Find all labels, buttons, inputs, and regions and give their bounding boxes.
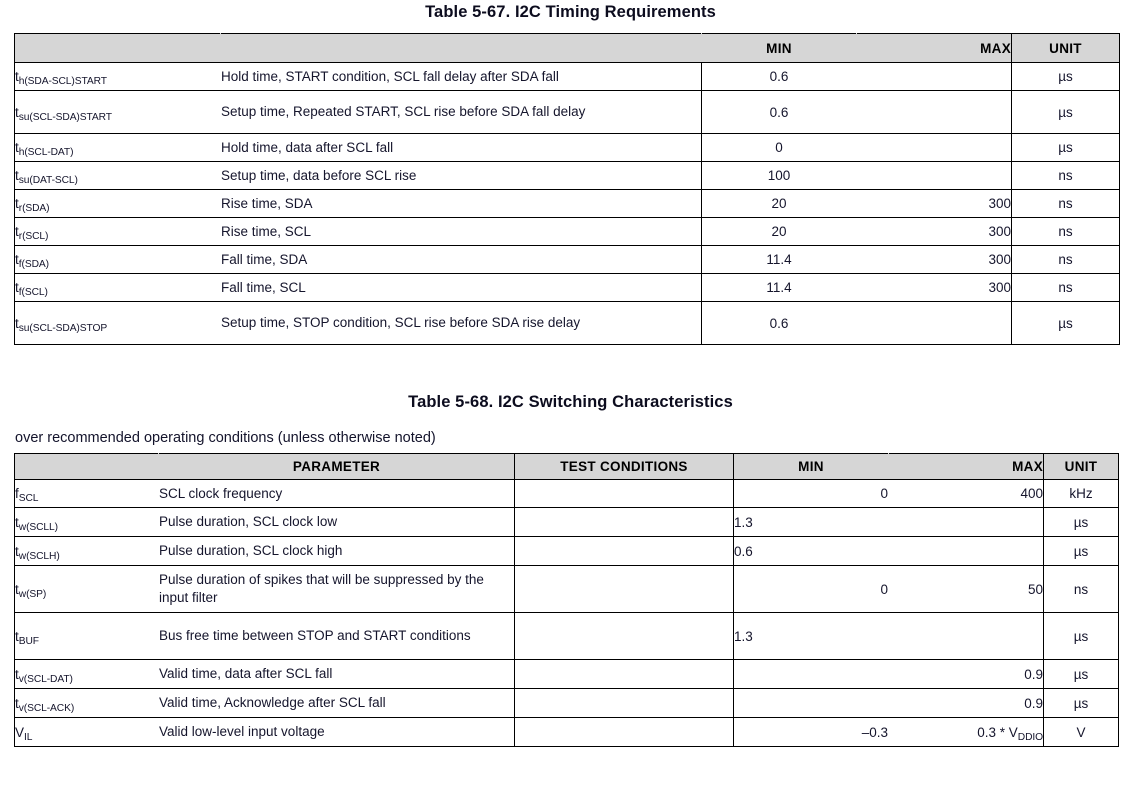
row-unit: µs	[1012, 302, 1120, 345]
row-description: Hold time, START condition, SCL fall delay after SDA fall	[221, 63, 702, 91]
row-symbol	[15, 566, 159, 613]
symbol-subscript: f(SDA)	[18, 259, 49, 271]
row-min-value	[734, 660, 889, 689]
column-header-test-conditions: TEST CONDITIONS	[515, 454, 734, 480]
column-header-parameter-left	[15, 454, 159, 480]
symbol-subscript: r(SDA)	[18, 203, 50, 215]
row-test-conditions	[515, 718, 734, 747]
row-description: Fall time, SDA	[221, 246, 702, 274]
row-unit: µs	[1012, 134, 1120, 162]
row-description: Setup time, data before SCL rise	[221, 162, 702, 190]
row-min-value: 0.6	[734, 537, 889, 566]
table-row	[15, 660, 1119, 689]
symbol-subscript: w(SCLH)	[18, 550, 60, 562]
row-unit: V	[1044, 718, 1119, 747]
symbol-subscript: v(SCL-DAT)	[18, 673, 73, 685]
table-row	[15, 162, 1120, 190]
table-5-67-title: Table 5-67. I2C Timing Requirements	[425, 3, 716, 21]
row-description: Bus free time between STOP and START conditions	[159, 613, 515, 660]
row-unit: ns	[1012, 162, 1120, 190]
row-min-value: 20	[702, 218, 857, 246]
row-unit: ns	[1012, 190, 1120, 218]
row-max-value: 0.9	[889, 689, 1044, 718]
symbol-subscript: su(DAT-SCL)	[18, 175, 78, 187]
column-header-unit: UNIT	[1012, 34, 1120, 63]
row-description: Fall time, SCL	[221, 274, 702, 302]
row-test-conditions	[515, 537, 734, 566]
row-max-value	[857, 162, 1012, 190]
row-test-conditions	[515, 613, 734, 660]
table-5-68-title: Table 5-68. I2C Switching Characteristics	[408, 393, 733, 411]
row-unit: ns	[1012, 274, 1120, 302]
row-symbol	[15, 63, 221, 91]
row-min-value: 1.3	[734, 508, 889, 537]
symbol-subscript: w(SCLL)	[18, 521, 58, 533]
column-header-max: MAX	[857, 34, 1012, 63]
row-min-value: 0.6	[702, 302, 857, 345]
row-symbol	[15, 218, 221, 246]
symbol-base: t	[15, 104, 19, 120]
row-min-value: 0	[734, 566, 889, 613]
row-description: SCL clock frequency	[159, 480, 515, 508]
row-description: Setup time, STOP condition, SCL rise before SDA rise delay	[221, 302, 702, 345]
symbol-subscript: h(SDA-SCL)START	[18, 76, 107, 88]
page-clip	[0, 750, 1141, 790]
symbol-subscript: r(SCL)	[18, 231, 49, 243]
table-5-68	[14, 453, 1119, 747]
row-test-conditions	[515, 566, 734, 613]
row-unit: µs	[1012, 63, 1120, 91]
row-min-value: 0.6	[702, 91, 857, 134]
table-row	[15, 134, 1120, 162]
row-symbol	[15, 246, 221, 274]
row-symbol	[15, 190, 221, 218]
row-description: Pulse duration, SCL clock low	[159, 508, 515, 537]
column-header-min: MIN	[734, 454, 889, 480]
row-unit: µs	[1044, 689, 1119, 718]
column-header-blank-2	[221, 34, 702, 63]
row-symbol	[15, 480, 159, 508]
table-header-row	[15, 454, 1119, 480]
row-min-value: –0.3	[734, 718, 889, 747]
row-max-value	[857, 302, 1012, 345]
symbol-subscript: su(SCL-SDA)STOP	[18, 322, 108, 334]
symbol-subscript: IL	[24, 731, 33, 743]
row-min-value: 1.3	[734, 613, 889, 660]
row-test-conditions	[515, 480, 734, 508]
max-value-base: 0.3 * V	[977, 724, 1018, 740]
symbol-base: t	[15, 695, 19, 711]
row-test-conditions	[515, 660, 734, 689]
table-row	[15, 480, 1119, 508]
symbol-subscript: su(SCL-SDA)START	[18, 111, 112, 123]
symbol-subscript: v(SCL-ACK)	[18, 702, 75, 714]
table-row	[15, 718, 1119, 747]
row-max-value: 400	[889, 480, 1044, 508]
table-row	[15, 190, 1120, 218]
column-header-blank	[15, 34, 221, 63]
symbol-base: t	[15, 168, 19, 183]
row-unit: ns	[1044, 566, 1119, 613]
row-max-value: 300	[857, 274, 1012, 302]
row-symbol	[15, 613, 159, 660]
row-min-value: 20	[702, 190, 857, 218]
symbol-base: t	[15, 224, 19, 239]
symbol-base: t	[15, 252, 19, 267]
row-unit: ns	[1012, 218, 1120, 246]
row-symbol	[15, 302, 221, 345]
row-unit: µs	[1012, 91, 1120, 134]
row-symbol	[15, 689, 159, 718]
row-max-value: 300	[857, 190, 1012, 218]
table-5-67	[14, 33, 1120, 345]
row-min-value: 100	[702, 162, 857, 190]
row-min-value: 11.4	[702, 246, 857, 274]
row-description: Hold time, data after SCL fall	[221, 134, 702, 162]
table-row	[15, 63, 1120, 91]
symbol-base: t	[15, 69, 19, 84]
row-test-conditions	[515, 689, 734, 718]
row-symbol	[15, 537, 159, 566]
row-unit: ns	[1012, 246, 1120, 274]
symbol-base: t	[15, 514, 19, 530]
column-header-min: MIN	[702, 34, 857, 63]
symbol-base: t	[15, 666, 19, 682]
table-row	[15, 613, 1119, 660]
row-max-value: 0.9	[889, 660, 1044, 689]
symbol-base: t	[15, 628, 19, 644]
row-description: Rise time, SCL	[221, 218, 702, 246]
row-symbol	[15, 91, 221, 134]
symbol-base: t	[15, 196, 19, 211]
symbol-base: f	[15, 486, 19, 501]
row-max-value: 300	[857, 218, 1012, 246]
row-min-value: 0	[702, 134, 857, 162]
max-value-subscript: DDIO	[1017, 731, 1043, 743]
symbol-base: t	[15, 543, 19, 559]
row-description: Rise time, SDA	[221, 190, 702, 218]
row-description: Valid time, Acknowledge after SCL fall	[159, 689, 515, 718]
row-max-value	[857, 91, 1012, 134]
row-max-value	[889, 718, 1044, 747]
row-symbol	[15, 134, 221, 162]
symbol-base: V	[15, 724, 25, 740]
table-row	[15, 689, 1119, 718]
table-header-row	[15, 34, 1120, 63]
symbol-base: t	[15, 280, 19, 295]
symbol-subscript: f(SCL)	[18, 287, 48, 299]
row-symbol	[15, 718, 159, 747]
row-symbol	[15, 508, 159, 537]
row-max-value	[857, 63, 1012, 91]
table-row	[15, 246, 1120, 274]
column-header-max: MAX	[889, 454, 1044, 480]
row-max-value	[889, 508, 1044, 537]
symbol-base: t	[15, 140, 19, 155]
table-row	[15, 302, 1120, 345]
row-symbol	[15, 660, 159, 689]
row-min-value: 0.6	[702, 63, 857, 91]
symbol-subscript: BUF	[18, 635, 39, 647]
table-row	[15, 508, 1119, 537]
column-header-unit: UNIT	[1044, 454, 1119, 480]
row-min-value	[734, 689, 889, 718]
row-unit: µs	[1044, 508, 1119, 537]
row-unit: kHz	[1044, 480, 1119, 508]
row-symbol	[15, 162, 221, 190]
row-symbol	[15, 274, 221, 302]
symbol-base: t	[15, 315, 19, 331]
row-test-conditions	[515, 508, 734, 537]
row-unit: µs	[1044, 537, 1119, 566]
row-min-value: 11.4	[702, 274, 857, 302]
symbol-subscript: SCL	[18, 493, 39, 505]
row-max-value	[889, 613, 1044, 660]
row-description: Pulse duration, SCL clock high	[159, 537, 515, 566]
row-max-value: 50	[889, 566, 1044, 613]
symbol-base: t	[15, 581, 19, 597]
row-description: Valid low-level input voltage	[159, 718, 515, 747]
table-row	[15, 566, 1119, 613]
row-description: Pulse duration of spikes that will be suppressed by the input filter	[159, 566, 515, 613]
symbol-subscript: w(SP)	[18, 588, 47, 600]
table-row	[15, 91, 1120, 134]
symbol-subscript: h(SCL-DAT)	[18, 147, 74, 159]
table-row	[15, 218, 1120, 246]
table-row	[15, 274, 1120, 302]
table-5-68-conditions: over recommended operating conditions (unless otherwise noted)	[15, 430, 436, 446]
row-unit: µs	[1044, 613, 1119, 660]
row-description: Valid time, data after SCL fall	[159, 660, 515, 689]
row-description: Setup time, Repeated START, SCL rise before SDA fall delay	[221, 91, 702, 134]
column-header-parameter: PARAMETER	[159, 454, 515, 480]
row-max-value	[889, 537, 1044, 566]
row-min-value: 0	[734, 480, 889, 508]
table-row	[15, 537, 1119, 566]
row-max-value: 300	[857, 246, 1012, 274]
row-max-value	[857, 134, 1012, 162]
row-unit: µs	[1044, 660, 1119, 689]
